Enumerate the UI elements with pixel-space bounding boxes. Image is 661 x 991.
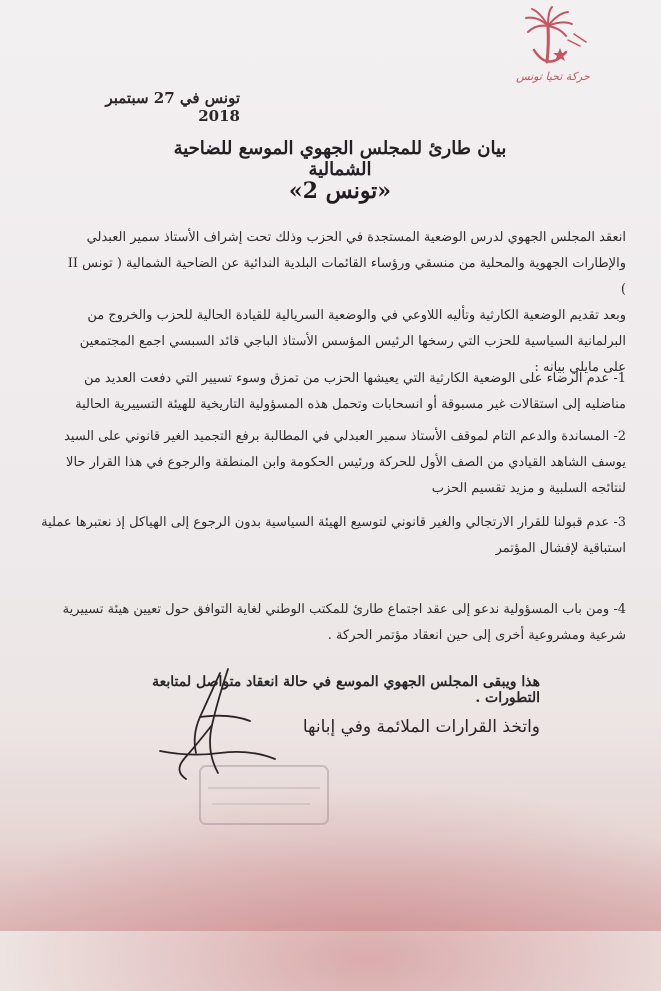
document-title: بيان طارئ للمجلس الجهوي الموسع للضاحية الشمالية bbox=[173, 138, 507, 180]
lead-paragraph: وبعد تقديم الوضعية الكارثية وتأليه اللاوعي في والوضعية السريالية للقيادة الحالية للحزب والخروج من البرلمانية السياسية للحزب التي رسخها الرئيس المؤسس الأستاذ الباجي قائد السبسي اجمع المجتمعين على مايلي بيانه : bbox=[79, 308, 626, 375]
signature-scribble-icon bbox=[100, 655, 310, 795]
party-name: حركة تحيا تونس bbox=[516, 70, 590, 83]
document-date: تونس في 27 سبتمبر 2018 bbox=[105, 89, 240, 125]
list-item-4: 4- ومن باب المسؤولية ندعو إلى عقد اجتماع طارئ للمكتب الوطني لغاية التوافق حول تعيين هيئة تسييرية شرعية ومشروعية أخرى إلى حين انعقاد مؤتمر الحركة . bbox=[62, 602, 626, 643]
intro-paragraph: انعقد المجلس الجهوي لدرس الوضعية المستجدة في الحزب وذلك تحت إشراف الأستاذ سمير العبدلي والإطارات الجهوية والمحلية من منسقي ورؤساء القائمات البلدية الندائية عن الضاحية الشمالية ( تونس II ) bbox=[67, 230, 626, 297]
document-subtitle: «تونس 2» bbox=[288, 178, 392, 204]
list-item-1: 1- عدم الرضاء على الوضعية الكارثية التي يعيشها الحزب من تمزق وسوء تسيير التي دفعت العديد من مناضليه إلى استقالات غير مسبوقة أو انسحابات وتحمل هذه المسؤولية التاريخية للهيئة التسييرية الحالية bbox=[75, 371, 626, 412]
handwritten-addition: واتخذ القرارات الملائمة وفي إبانها bbox=[302, 717, 540, 737]
closing-statement: هذا ويبقى المجلس الجهوي الموسع في حالة انعقاد متواصل لمتابعة التطورات . bbox=[152, 674, 540, 706]
list-item-3: 3- عدم قبولنا للقرار الارتجالي والغير قانوني لتوسيع الهيئة السياسية بدون الرجوع إلى الهياكل إذ نعتبرها عملية استباقية لإفشال المؤتمر bbox=[41, 515, 626, 556]
list-item-2: 2- المساندة والدعم التام لموقف الأستاذ سمير العبدلي في المطالبة برفع التجميد الغير قانوني على السيد يوسف الشاهد القيادي من الصف الأول للحركة ورئيس الحكومة وابن المنطقة والرجوع في هذا القرار حالا لنتائجه السلبية و مزيد تقسيم الحزب bbox=[64, 429, 626, 496]
